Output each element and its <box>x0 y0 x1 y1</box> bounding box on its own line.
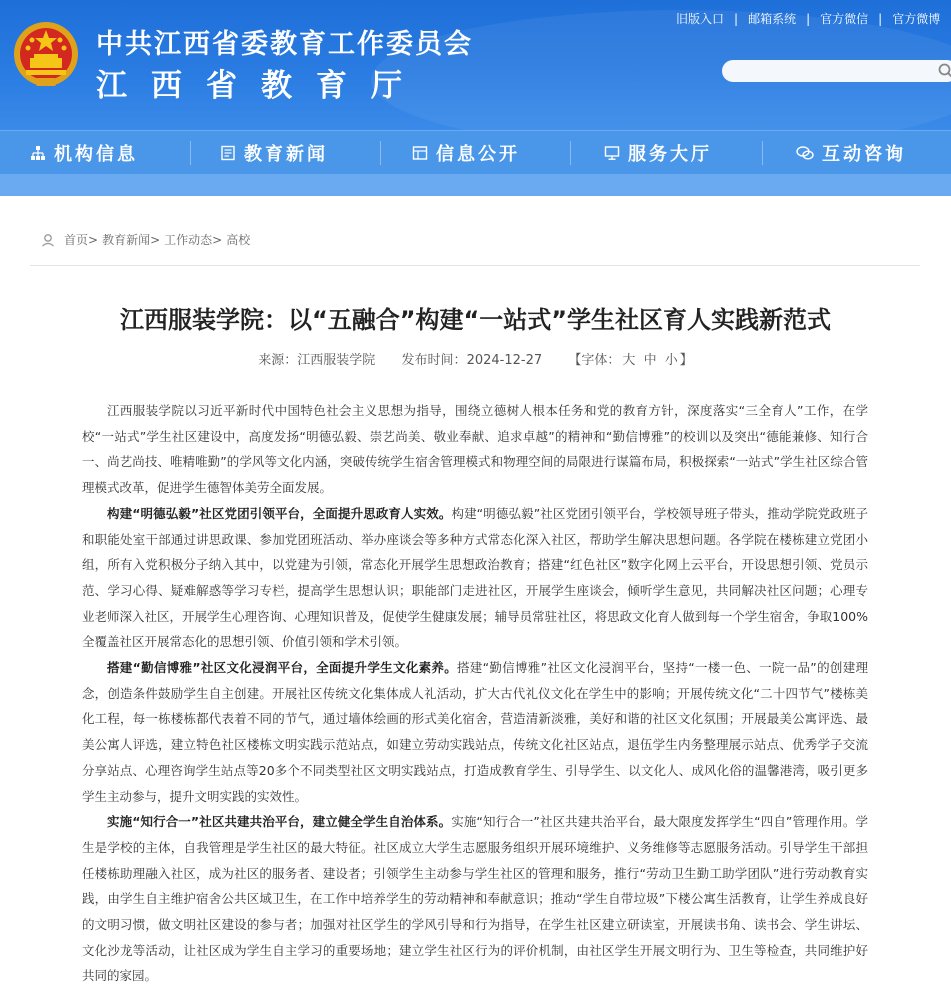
search-box <box>722 60 951 82</box>
article-meta <box>0 349 951 368</box>
national-emblem-icon <box>12 18 80 90</box>
publish-date: 2024-12-27 <box>466 353 543 368</box>
nav-divider <box>570 141 571 165</box>
top-link-separator: | <box>878 12 883 26</box>
main-nav <box>0 130 951 174</box>
nav-item-edu-news[interactable] <box>220 131 328 175</box>
nav-item-org-info[interactable] <box>30 131 138 175</box>
breadcrumb-separator: > <box>212 232 223 247</box>
search-icon[interactable] <box>937 62 951 80</box>
search-input[interactable] <box>722 60 922 82</box>
article-paragraph <box>82 398 868 501</box>
paragraph-text: 江西服装学院以习近平新时代中国特色社会主义思想为指导，围绕立德树人根本任务和党的教育方针，深度落实“三全育人”工作，在学校“一站式”学生社区建设中，高度发扬“明德弘毅、崇艺尚美、敬业奉献、追求卓越”的精神和“勤信博雅”的校训以及突出“德能兼修、知行合一、尚艺尚技、唯精唯勤”的学风等文化内涵，突破传统学生宿舍管理模式和物理空间的局限进行谋篇布局，积极探索“一站式”学生社区综合管理模式改革，促进学生德智体美劳全面发展。 <box>82 403 868 496</box>
breadcrumb-work-updates[interactable]: 工作动态 <box>164 233 213 247</box>
nav-label: 服务大厅 <box>628 144 712 165</box>
paragraph-text: 搭建“勤信博雅”社区文化浸润平台，坚持“一楼一色、一院一品”的创建理念，创造条件鼓励学生自主创建。开展社区传统文化集体成人礼活动，扩大古代礼仪文化在学生中的影响；开展传统文化“二十四节气”楼栋美化工程，每一栋楼栋都代表着不同的节气，通过墙体绘画的形式美化宿舍，营造清新淡雅，美好和谐的社区文化氛围；开展最美公寓评选、最美公寓人评选，建立特色社区楼栋文明实践示范站点，如建立劳动实践站点，传统文化社区站点，退伍学生内务整理展示站点、优秀学子交流分享站点、心理咨询学生站点等20多个不同类型社区文明实践站点，打造成教育学生、引导学生、以文化人、成风化俗的温馨港湾，吸引更多学生主动参与，提升文明实践的实效性。 <box>82 660 868 804</box>
font-size-medium-button[interactable]: 中 <box>643 353 657 368</box>
nav-underband <box>0 174 951 196</box>
nav-divider <box>762 141 763 165</box>
nav-divider <box>190 141 191 165</box>
paragraph-heading: 搭建“勤信博雅”社区文化浸润平台，全面提升学生文化素养。 <box>107 660 457 676</box>
paragraph-text: 构建“明德弘毅”社区党团引领平台，学校领导班子带头，推动学院党政班子和职能处室干部通过讲思政课、参加党团班活动、举办座谈会等多种方式常态化深入社区，帮助学生解决思想问题。各学院在楼栋建立党团小组，所有入党积极分子纳入其中，以党建为引领，常态化开展学生思想政治教育；搭建“红色社区”数字化网上云平台，开设思想引领、党员示范、学习心得、疑难解惑等学习专栏，提高学生思想认识；职能部门走进社区，开展学生座谈会，倾听学生意见，共同解决社区问题；心理专业老师深入社区，开展学生心理咨询、心理知识普及，促使学生健康发展；辅导员常驻社区，将思政文化育人做到每一个学生宿舍，争取100%全覆盖社区开展常态化的思想引领、价值引领和学术引领。 <box>82 505 868 650</box>
article-paragraph <box>82 655 868 809</box>
source-value: 江西服装学院 <box>297 353 376 368</box>
breadcrumb <box>40 231 250 248</box>
paragraph-heading: 构建“明德弘毅”社区党团引领平台，全面提升思政育人实效。 <box>107 505 452 521</box>
article-paragraph <box>82 501 868 655</box>
font-size-close: 】 <box>679 353 693 368</box>
paragraph-heading: 实施“知行合一”社区共建共治平台，建立健全学生自治体系。 <box>107 814 452 830</box>
nav-label: 教育新闻 <box>244 144 328 165</box>
top-link-old-version[interactable]: 旧版入口 <box>676 12 725 26</box>
nav-label: 机构信息 <box>54 144 138 165</box>
font-size-small-button[interactable]: 小 <box>664 353 678 368</box>
site-header <box>0 0 951 130</box>
top-link-mail[interactable]: 邮箱系统 <box>748 12 797 26</box>
nav-label: 信息公开 <box>436 144 520 165</box>
font-size-label: 【字体： <box>568 353 621 368</box>
nav-label: 互动咨询 <box>822 144 906 165</box>
chat-bubbles-icon <box>796 145 814 161</box>
breadcrumb-home[interactable]: 首页 <box>64 233 89 247</box>
nav-item-info-disclosure[interactable] <box>412 131 520 175</box>
news-icon <box>220 145 236 161</box>
nav-item-interactive-consult[interactable] <box>796 131 906 175</box>
dept-name: 江西省教育厅 <box>96 68 426 104</box>
source-label: 来源： <box>258 353 298 368</box>
top-link-separator: | <box>734 12 739 26</box>
org-chart-icon <box>30 145 46 161</box>
content-divider <box>30 265 920 266</box>
service-monitor-icon <box>604 145 620 161</box>
top-link-weibo[interactable]: 官方微博 <box>892 12 941 26</box>
top-link-wechat[interactable]: 官方微信 <box>820 12 869 26</box>
nav-item-service-hall[interactable] <box>604 131 712 175</box>
org-name: 中共江西省委教育工作委员会 <box>96 29 473 60</box>
nav-divider <box>380 141 381 165</box>
breadcrumb-universities[interactable]: 高校 <box>226 233 251 247</box>
paragraph-text: 实施“知行合一”社区共建共治平台，最大限度发挥学生“四自”管理作用。学生是学校的主体，自我管理是学生社区的最大特征。社区成立大学生志愿服务组织开展环境维护、义务维修等志愿服务活动。引导学生干部担任楼栋助理融入社区，成为社区的服务者、建设者；引领学生主动参与学生社区的管理和服务，推行“劳动卫生勤工助学团队”进行劳动教育实践，由学生自主维护宿舍公共区域卫生，在工作中培养学生的劳动精神和奉献意识；推动“学生自带垃圾”下楼公寓生活教育，让学生养成良好的文明习惯，做文明社区建设的参与者；加强对社区学生的学风引导和行为指导，在学生社区建立研读室，开展读书角、读书会、学生讲坛、文化沙龙等活动，让社区成为学生自主学习的重要场地；建立学生社区行为的评价机制，由社区学生开展文明行为、卫生等检查，共同维护好共同的家园。 <box>82 814 868 984</box>
breadcrumb-edu-news[interactable]: 教育新闻 <box>102 233 151 247</box>
date-label: 发布时间： <box>401 353 467 368</box>
article-title: 江西服装学院：以“五融合”构建“一站式”学生社区育人实践新范式 <box>119 306 832 334</box>
font-size-large-button[interactable]: 大 <box>622 353 636 368</box>
location-pin-icon <box>40 232 56 248</box>
breadcrumb-separator: > <box>88 232 99 247</box>
breadcrumb-separator: > <box>150 232 161 247</box>
info-disclosure-icon <box>412 145 428 161</box>
top-links <box>676 10 940 27</box>
article-paragraph <box>82 809 868 989</box>
top-link-separator: | <box>806 12 811 26</box>
article-body <box>82 398 868 989</box>
